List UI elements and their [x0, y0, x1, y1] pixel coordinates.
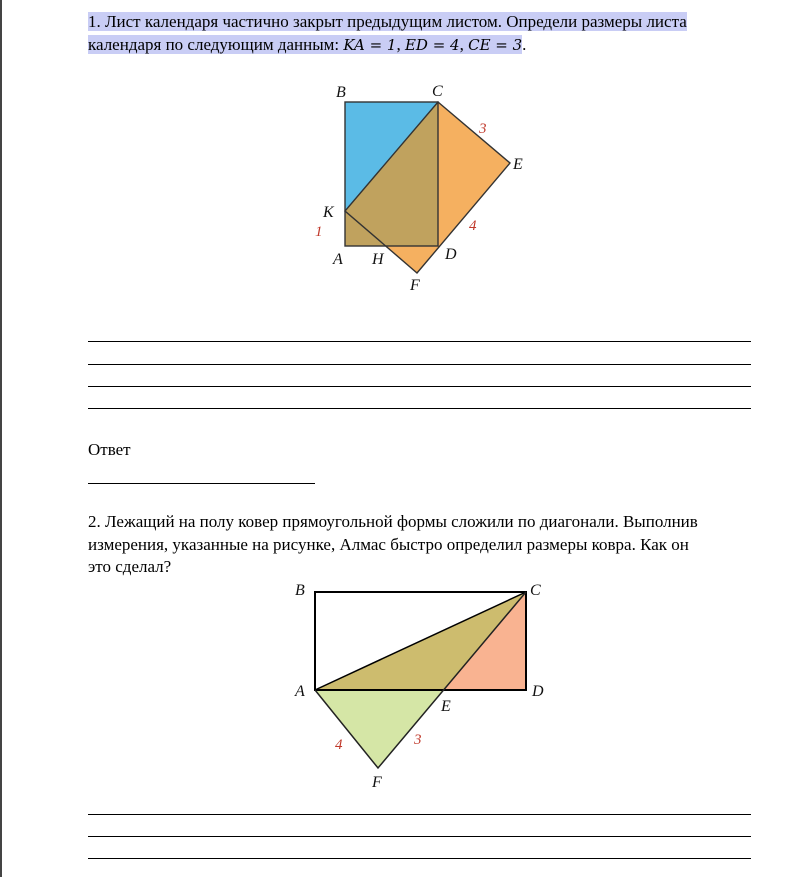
task1-end: .	[522, 34, 527, 54]
label2-D: D	[532, 683, 544, 700]
task1-line2-text: календаря по следующим данным:	[88, 34, 344, 54]
measure-ka: 1	[315, 224, 323, 240]
answer-line[interactable]	[88, 341, 751, 342]
task2-text	[88, 511, 748, 579]
measure-fe: 3	[414, 732, 422, 748]
task1-line1: 1. Лист календаря частично закрыт предыдущим листом. Определи размеры листа	[88, 12, 687, 31]
answer-line[interactable]	[88, 814, 751, 815]
answer-line[interactable]	[88, 364, 751, 365]
label-D: D	[445, 246, 457, 263]
label-A: A	[333, 251, 343, 268]
answer-line[interactable]	[88, 408, 751, 409]
sep-1: ,	[396, 34, 405, 54]
label-H: H	[372, 251, 384, 268]
label-B: B	[336, 84, 346, 101]
answer-label: Ответ	[88, 440, 131, 459]
label2-E: E	[441, 698, 451, 715]
math-ka: KA = 1	[343, 35, 397, 54]
answer-line[interactable]	[88, 836, 751, 837]
answer-short-line[interactable]	[88, 483, 315, 484]
answer-line[interactable]	[88, 858, 751, 859]
label-E: E	[513, 156, 523, 173]
label2-B: B	[295, 582, 305, 599]
label-F: F	[410, 277, 420, 294]
task2-line1: 2. Лежащий на полу ковер прямоугольной формы сложили по диагонали. Выполнив	[88, 512, 698, 531]
measure-ed: 4	[469, 218, 477, 234]
sep-2: ,	[459, 34, 469, 54]
measure-ce: 3	[479, 121, 487, 137]
measure-af: 4	[335, 737, 343, 753]
label-C: C	[432, 83, 443, 100]
answer-line[interactable]	[88, 386, 751, 387]
label-K: K	[323, 204, 334, 221]
task2-line2: измерения, указанные на рисунке, Алмас быстро определил размеры ковра. Как он	[88, 534, 689, 554]
task2-line3: это сделал?	[88, 557, 172, 576]
rug-folded-green	[315, 690, 443, 768]
label2-C: C	[530, 582, 541, 599]
math-ed: ED = 4	[404, 35, 460, 54]
math-ce: CE = 3	[468, 35, 523, 54]
label2-F: F	[372, 774, 382, 791]
label2-A: A	[295, 683, 305, 700]
